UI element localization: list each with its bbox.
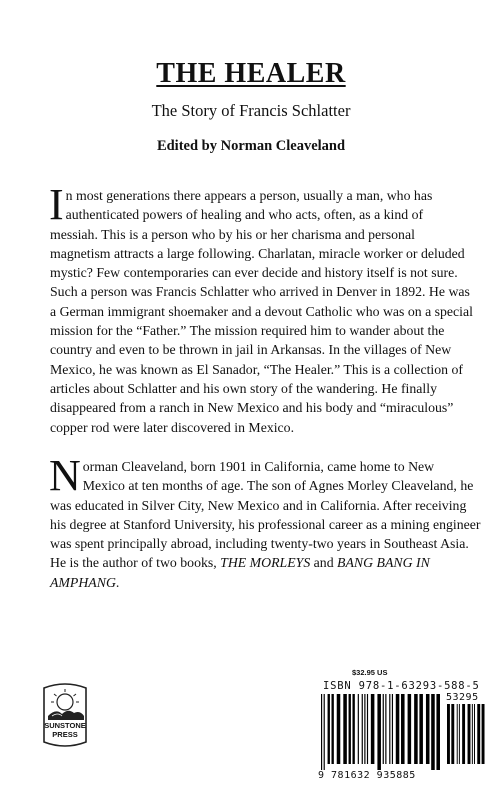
isbn-label: ISBN 978-1-63293-588-5 xyxy=(323,680,480,692)
book-title-morleys: THE MORLEYS xyxy=(220,555,311,571)
barcode-bar xyxy=(349,694,351,764)
barcode-bar xyxy=(337,694,341,764)
barcode-bar xyxy=(477,704,480,764)
barcode-bar xyxy=(367,694,368,764)
book-subtitle: The Story of Francis Schlatter xyxy=(151,101,351,120)
barcode-bar xyxy=(408,694,412,764)
barcode-bar xyxy=(371,694,375,764)
bio-line: was spent principally abroad, including twenty-two years in Southeast Asia. xyxy=(50,536,469,552)
author-bio-paragraph xyxy=(49,451,481,592)
barcode-bar xyxy=(362,694,363,764)
blurb-line: Mexico, he was known as El Sanador, “The Healer.” This is a collection of xyxy=(50,361,463,377)
barcode-bar xyxy=(383,694,384,764)
blurb-line: authenticated powers of healing and who acts, often, as a kind of xyxy=(65,207,424,223)
bio-line: AMPHANG. xyxy=(50,574,120,590)
editor-credit: Edited by Norman Cleaveland xyxy=(156,138,346,154)
price-label: $32.95 US xyxy=(352,668,388,677)
blurb-line: n most generations there appears a person, usually a man, who has xyxy=(65,188,433,203)
ean-digits: 9 781632 935885 xyxy=(318,770,416,781)
barcode-bar xyxy=(447,704,450,764)
barcode-bar xyxy=(468,704,471,764)
barcode-bar xyxy=(451,704,454,764)
barcode-bar xyxy=(414,694,418,764)
blurb-line: a German immigrant shoemaker and a devout Catholic who was on a special xyxy=(50,303,473,319)
barcode-bar xyxy=(472,704,473,764)
barcode-bar xyxy=(474,704,475,764)
barcode-bar xyxy=(457,704,458,764)
barcode-bar xyxy=(389,694,390,764)
barcode-bar xyxy=(328,694,330,764)
book-title: THE HEALER xyxy=(156,58,346,89)
barcode-bar xyxy=(392,694,393,764)
barcode-bar xyxy=(385,694,386,764)
blurb-line: disappeared from a ranch in New Mexico and his body and “miraculous” xyxy=(50,400,454,416)
blurb-line: mystic? Few contemporaries can ever decide and history itself is not sure. xyxy=(50,265,458,281)
blurb-line: copper rod were later discovered in Mexico. xyxy=(50,419,295,435)
barcode-bar xyxy=(401,694,405,764)
barcode-bar xyxy=(364,694,365,764)
bio-line: was educated in Silver City, New Mexico and in California. After receiving xyxy=(50,497,467,513)
book-title-bang-bang: BANG BANG IN xyxy=(337,555,430,571)
blurb-line: messiah. This is a person who by his or her charisma and personal xyxy=(50,226,415,242)
blurb-paragraph xyxy=(49,180,473,437)
price-addon-digits: 53295 xyxy=(446,692,479,703)
barcode-bar xyxy=(419,694,423,764)
blurb-line: country and even to be thrown in jail in Arkansas. In the villages of New xyxy=(50,342,452,358)
drop-cap: I xyxy=(49,180,64,229)
blurb-line: mission for the “Father.” The mission required him to wander about the xyxy=(50,323,445,339)
drop-cap: N xyxy=(49,451,81,500)
blurb-line: articles about Schlatter and his own story of the wandering. He finally xyxy=(50,380,437,396)
publisher-name: SUNSTONE PRESS xyxy=(44,721,86,739)
blurb-line: Such a person was Francis Schlatter who arrived in Denver in 1892. He was xyxy=(50,284,470,300)
bio-line: orman Cleaveland, born 1901 in California, came home to New xyxy=(82,459,435,474)
barcode-bar xyxy=(343,694,347,764)
barcode-bar xyxy=(358,694,359,764)
bio-line: his degree at Stanford University, his professional career as a mining engineer xyxy=(50,516,481,532)
barcode-bar xyxy=(321,694,322,770)
addon-barcode xyxy=(447,704,487,770)
barcode-bar xyxy=(431,694,435,770)
barcode-bar xyxy=(396,694,400,764)
barcode-bar xyxy=(482,704,485,764)
bio-line: Mexico at ten months of age. The son of Agnes Morley Cleaveland, he xyxy=(82,478,474,494)
barcode-bar xyxy=(426,694,430,764)
ean-barcode xyxy=(321,694,443,770)
barcode-bar xyxy=(331,694,333,764)
bio-line: He is the author of two books, THE MORLEYS and BANG BANG IN xyxy=(50,555,430,571)
barcode-bar xyxy=(436,694,440,770)
barcode-bar xyxy=(377,694,381,770)
barcode-bar xyxy=(324,694,325,770)
barcode-bar xyxy=(462,704,465,764)
blurb-line: magnetism attracts a large following. Charlatan, miracle worker or deluded xyxy=(50,245,465,261)
barcode-bar xyxy=(459,704,460,764)
barcode-bar xyxy=(352,694,354,764)
